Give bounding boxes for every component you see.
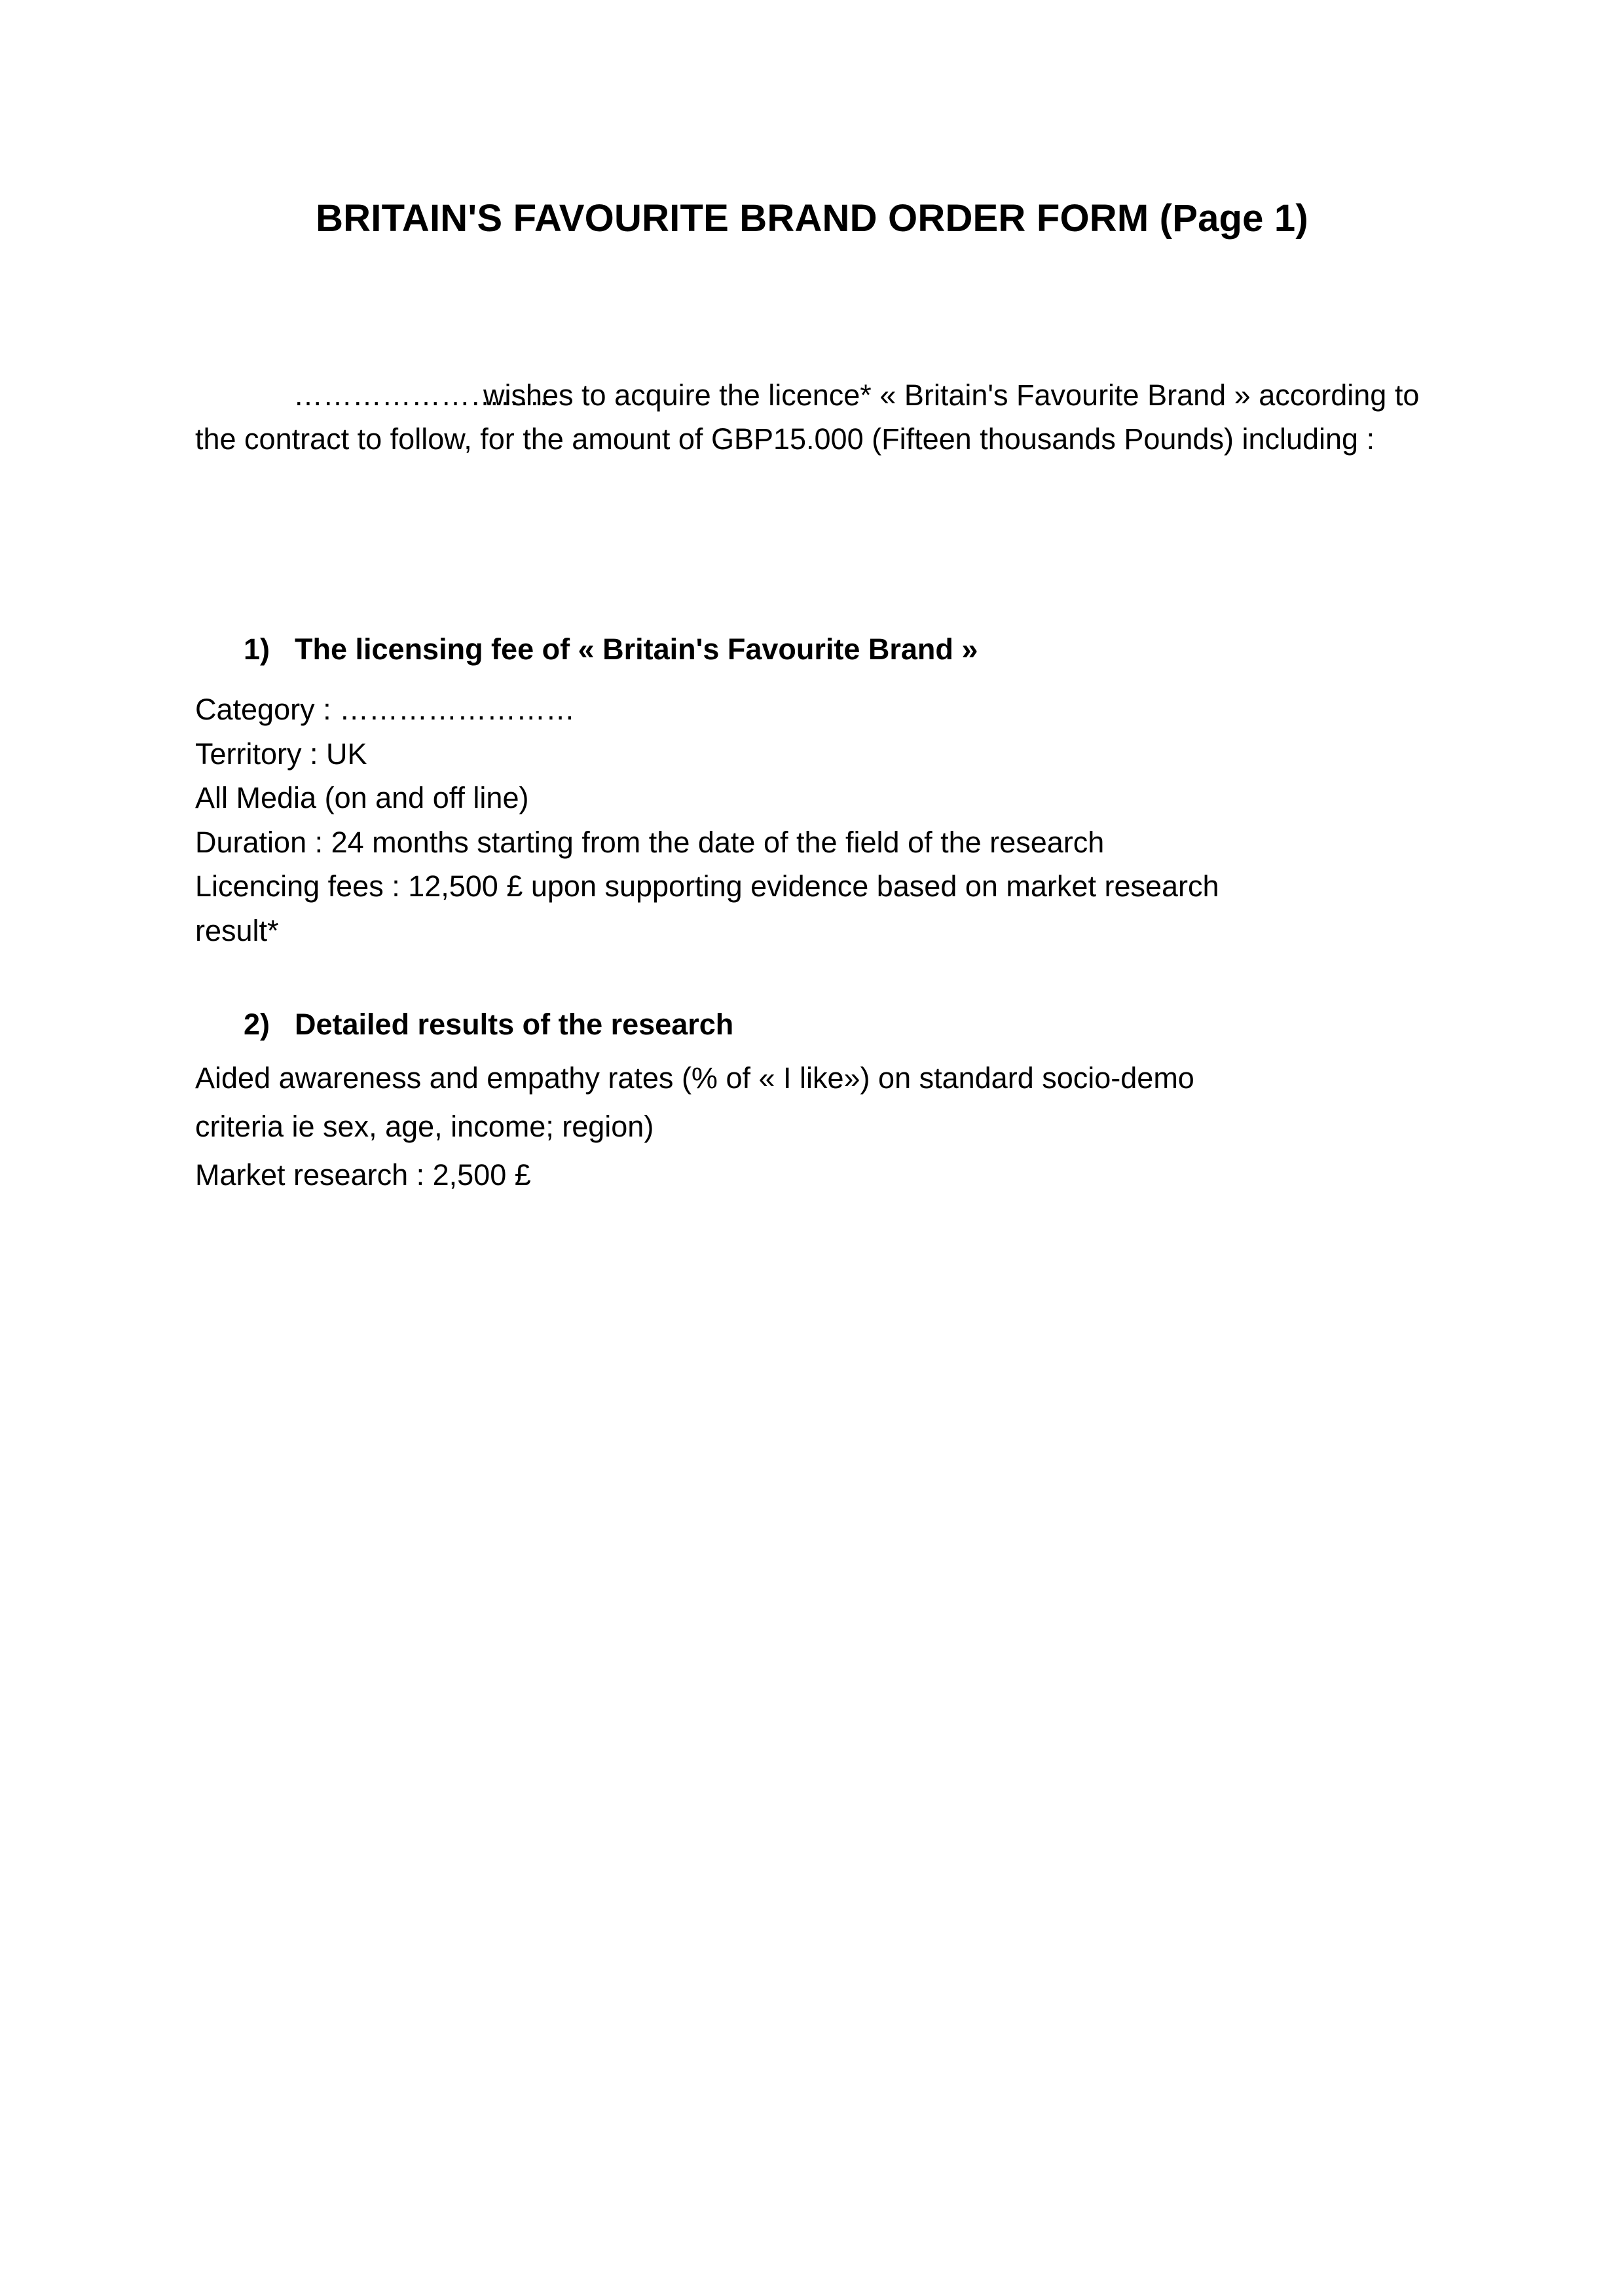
intro-paragraph (195, 373, 1439, 461)
media-line: All Media (on and off line) (195, 781, 529, 814)
duration-line: Duration : 24 months starting from the date of the field of the research (195, 825, 1105, 859)
criteria-line: criteria ie sex, age, income; region) (195, 1110, 654, 1143)
section-number: 2) (244, 1008, 270, 1041)
licencing-fees-line: Licencing fees : 12,500 £ upon supporting evidence based on market research (195, 869, 1219, 903)
section-number: 1) (244, 632, 270, 666)
awareness-line: Aided awareness and empathy rates (% of « I like») on standard socio-demo (195, 1061, 1194, 1095)
section-body-licensing-fee (195, 687, 1439, 953)
section-title: The licensing fee of « Britain's Favourite Brand » (295, 632, 978, 666)
market-research-line: Market research : 2,500 £ (195, 1158, 531, 1192)
page-title: BRITAIN'S FAVOURITE BRAND ORDER FORM (Page 1) (316, 197, 1308, 240)
licencing-fees-line-cont: result* (195, 913, 279, 947)
intro-text-first: wishes to acquire the licence* « Britain's Favourite Brand » (483, 378, 1251, 412)
section-body-research-results (195, 1054, 1439, 1199)
territory-line: Territory : UK (195, 737, 367, 771)
section-heading-research-results (244, 1005, 733, 1044)
licensee-name-blank: ……………………… (293, 378, 559, 412)
section-title: Detailed results of the research (295, 1008, 734, 1041)
category-line: Category : …………………… (195, 693, 576, 726)
intro-text-rest: according to the contract to follow, for the amount of GBP15.000 (Fifteen thousands Pounds) including : (195, 378, 1420, 456)
section-heading-licensing-fee (244, 630, 978, 669)
